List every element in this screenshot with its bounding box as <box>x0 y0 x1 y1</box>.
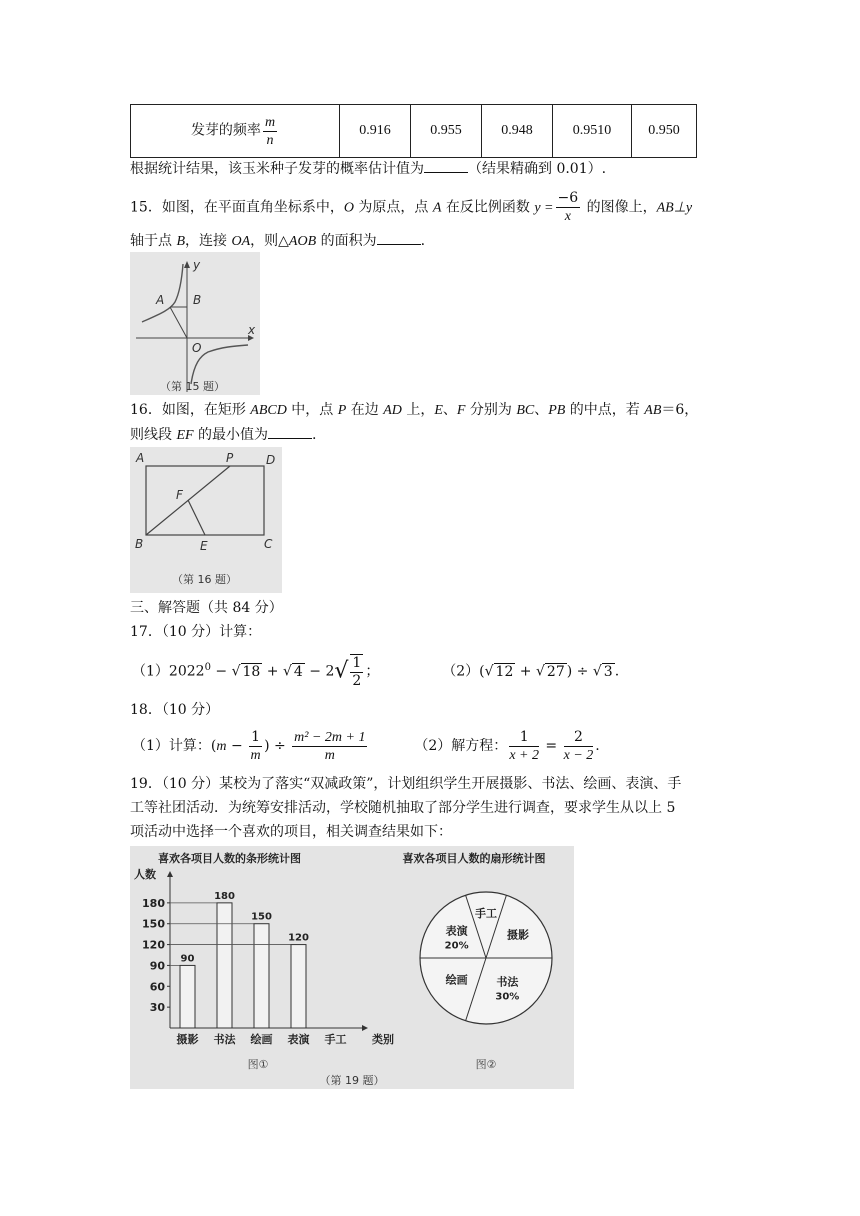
label-y: y <box>193 258 201 272</box>
pie-slice-pct: 30% <box>495 991 520 1003</box>
math-var: A <box>432 200 442 216</box>
math-exp: 0 <box>204 662 211 673</box>
math-var: EF <box>176 428 194 443</box>
q15-figure <box>130 252 260 395</box>
part-label: （1） <box>132 663 169 680</box>
frac-den: x <box>564 209 571 224</box>
x-axis-arrow <box>362 1025 368 1031</box>
q16-line2 <box>130 424 316 446</box>
label-c: C <box>264 537 273 551</box>
text: 的最小值为 <box>193 427 269 443</box>
text: 的图像上， <box>582 199 657 216</box>
frac-num: m² − 2m + 1 <box>294 729 366 745</box>
x-tick-label: 手工 <box>324 1033 347 1046</box>
frac-num: −6 <box>557 190 579 206</box>
y-axis-arrow <box>167 871 173 877</box>
x-tick-label: 摄影 <box>176 1033 199 1046</box>
frac-den: 2 <box>352 672 362 689</box>
bar-chart-title: 喜欢各项目人数的条形统计图 <box>158 852 301 865</box>
q19-line3: 项活动中选择一个喜欢的项目，相关调查结果如下： <box>130 824 452 840</box>
bar-chart-caption: 图① <box>247 1058 269 1071</box>
text: ＝6， <box>661 402 699 418</box>
label-f: F <box>176 488 183 502</box>
q19-line1: 19．（10 分）某校为了落实“双减政策”，计划组织学生开展摄影、书法、绘画、表演、手 <box>130 776 682 792</box>
text: 在边 <box>346 402 384 418</box>
math-num: 2022 <box>168 663 205 680</box>
math-op: − <box>226 738 248 754</box>
y-tick-label: 60 <box>149 980 165 994</box>
bar-chart-xlabel: 类别 <box>372 1033 394 1046</box>
frac-num: 2 <box>564 729 594 747</box>
math-var: E <box>434 403 443 418</box>
label-e: E <box>200 539 208 553</box>
section-heading: 三、解答题（共 84 分） <box>130 600 283 616</box>
x-tick-label: 书法 <box>213 1033 236 1046</box>
bar <box>254 924 269 1028</box>
math-var: ABCD <box>250 403 287 418</box>
pie-slice-label: 绘画 <box>445 973 468 987</box>
label-o: O <box>192 341 202 355</box>
pie-slice-label: 手工 <box>475 907 497 921</box>
y-axis-arrow <box>184 261 190 268</box>
pie-slice-label: 摄影 <box>507 928 530 942</box>
radicand: 12 <box>495 663 514 680</box>
math-var: F <box>456 403 466 418</box>
text: 则线段 <box>130 427 177 443</box>
frac-num: 1 <box>352 654 362 671</box>
math-var: P <box>337 403 347 418</box>
q18-title: 18．（10 分） <box>130 702 220 718</box>
math-var: PB <box>548 403 566 418</box>
text: ，连接 <box>185 233 232 249</box>
math-op: − <box>210 663 232 680</box>
q14-text: 根据统计结果，该玉米种子发芽的概率估计值为 <box>130 161 424 177</box>
y-tick-label: 120 <box>142 938 165 952</box>
x-tick-label: 表演 <box>287 1033 310 1046</box>
text: . <box>420 233 426 249</box>
q18-parts <box>132 726 600 767</box>
math-op: ( <box>210 738 217 754</box>
q17-parts: $(1)2022^0$ − √ 18 + √ 4 − 2√ $\frac{1}{2}$ ； （2）(√ 12 + √ 27 ) ÷ √ 3 . <box>132 654 620 689</box>
text: 中，点 <box>286 402 338 418</box>
segment-ef <box>188 500 205 535</box>
label-a: A <box>156 293 165 307</box>
label-b: B <box>193 293 202 307</box>
radicand: 3 <box>603 663 613 680</box>
math-var: O <box>343 200 354 216</box>
text: . <box>595 738 600 754</box>
q15-line1 <box>130 190 692 225</box>
math-op: + <box>515 663 536 680</box>
table-row-label <box>131 105 340 158</box>
text: ； <box>365 663 380 680</box>
frac-den: x − 2 <box>563 747 594 763</box>
part-label: （1）计算： <box>132 738 211 754</box>
math-var: AOB <box>288 234 317 249</box>
bar <box>180 965 195 1028</box>
label-x: x <box>248 323 256 337</box>
part-label: （2） <box>442 663 480 680</box>
pie-chart-title: 喜欢各项目人数的扇形统计图 <box>402 852 546 865</box>
math-var: m <box>216 739 227 754</box>
pie-chart-caption: 图② <box>475 1058 497 1071</box>
frac-den: m <box>250 747 261 763</box>
math-op: ) ÷ <box>566 663 593 680</box>
q16-rectangle-figure <box>130 447 282 593</box>
q17-title: 17．（10 分）计算： <box>130 624 262 640</box>
pie-chart <box>403 851 553 1071</box>
frac-den: x + 2 <box>509 747 539 763</box>
q14-tail <box>130 158 606 179</box>
frac-den: m <box>324 747 335 763</box>
frac-num: m <box>264 114 276 130</box>
y-tick-label: 30 <box>149 1001 165 1015</box>
text: 上， <box>401 402 435 418</box>
text: 15．如图，在平面直角坐标系中， <box>130 199 344 216</box>
x-tick-label: 绘画 <box>250 1033 273 1046</box>
bar-data-label: 120 <box>288 932 309 944</box>
q14-text-end: （结果精确到 0.01）. <box>468 161 607 177</box>
radicand: 27 <box>546 663 565 680</box>
text: . <box>614 663 620 680</box>
answer-blank <box>377 230 421 245</box>
math-op: = <box>540 738 562 754</box>
bar-data-label: 180 <box>214 890 235 902</box>
math-var: BC <box>516 403 535 418</box>
pie-slice-pct: 20% <box>444 940 469 952</box>
figure-caption: （第 15 题） <box>160 380 225 393</box>
figure-caption: （第 19 题） <box>319 1074 385 1087</box>
math-var: B <box>176 234 186 249</box>
text: 为原点，点 <box>353 199 433 216</box>
bar-chart <box>134 851 394 1071</box>
part-label: （2）解方程： <box>414 738 508 754</box>
frac-num: 1 <box>251 728 261 745</box>
text: 、 <box>442 402 457 418</box>
q19-charts <box>130 846 574 1089</box>
text: 轴于点 <box>130 233 177 249</box>
pie-slice-label: 书法 <box>496 975 519 989</box>
bar-data-label: 150 <box>251 911 272 923</box>
radicand: 4 <box>293 663 303 680</box>
segment-oa <box>170 307 187 338</box>
math-op: ( <box>479 663 485 680</box>
table-cell: 0.950 <box>632 105 697 158</box>
y-tick-label: 150 <box>142 917 165 931</box>
bar-chart-ylabel: 人数 <box>134 868 156 881</box>
math-var: y = <box>534 200 554 216</box>
text: 的面积为 <box>316 233 377 249</box>
figure-caption: （第 16 题） <box>172 573 237 586</box>
text: 、 <box>534 402 549 418</box>
text: 分别为 <box>465 402 517 418</box>
math-op: − 2 <box>304 663 335 680</box>
math-var: OA <box>231 234 251 249</box>
rectangle-abcd <box>146 466 264 535</box>
table-cell: 0.9510 <box>553 105 632 158</box>
bar-data-label: 90 <box>180 953 195 965</box>
y-tick-label: 180 <box>142 896 165 910</box>
bar <box>217 903 232 1028</box>
label-a: A <box>136 451 145 465</box>
text: 的中点，若 <box>565 402 645 418</box>
bar <box>291 945 306 1028</box>
radicand: 18 <box>242 663 261 680</box>
table-cell: 0.916 <box>340 105 411 158</box>
text: . <box>312 427 317 443</box>
table-cell: 0.955 <box>411 105 482 158</box>
q19-figure <box>130 846 574 1089</box>
math-var: AD <box>383 403 402 418</box>
q15-graph <box>130 252 260 395</box>
q19-line2: 工等社团活动．为统筹安排活动，学校随机抽取了部分学生进行调查，要求学生从以上 5 <box>130 800 676 816</box>
answer-blank <box>268 424 312 439</box>
table-row <box>131 105 697 158</box>
label-p: P <box>226 451 234 465</box>
answer-blank <box>424 158 468 173</box>
frac-den: n <box>266 132 274 148</box>
frequency-table <box>130 104 697 158</box>
math-op: ) ÷ <box>264 738 291 754</box>
label-d: D <box>266 453 276 467</box>
q15-line2 <box>130 230 425 252</box>
text: ，则△ <box>250 233 289 249</box>
math-op: + <box>262 663 283 680</box>
y-tick-label: 90 <box>149 959 165 973</box>
frac-num: 1 <box>509 729 539 747</box>
math-var: AB⊥y <box>656 200 693 216</box>
math-var: AB <box>644 403 662 418</box>
table-cell: 0.948 <box>482 105 553 158</box>
row-label-text: 发芽的频率 <box>190 123 261 139</box>
text: 16．如图，在矩形 <box>130 402 251 418</box>
q16-line1 <box>130 400 698 421</box>
pie-slice-label: 表演 <box>445 924 468 938</box>
text: 在反比例函数 <box>441 199 535 216</box>
q16-figure <box>130 447 282 593</box>
label-b: B <box>135 537 144 551</box>
